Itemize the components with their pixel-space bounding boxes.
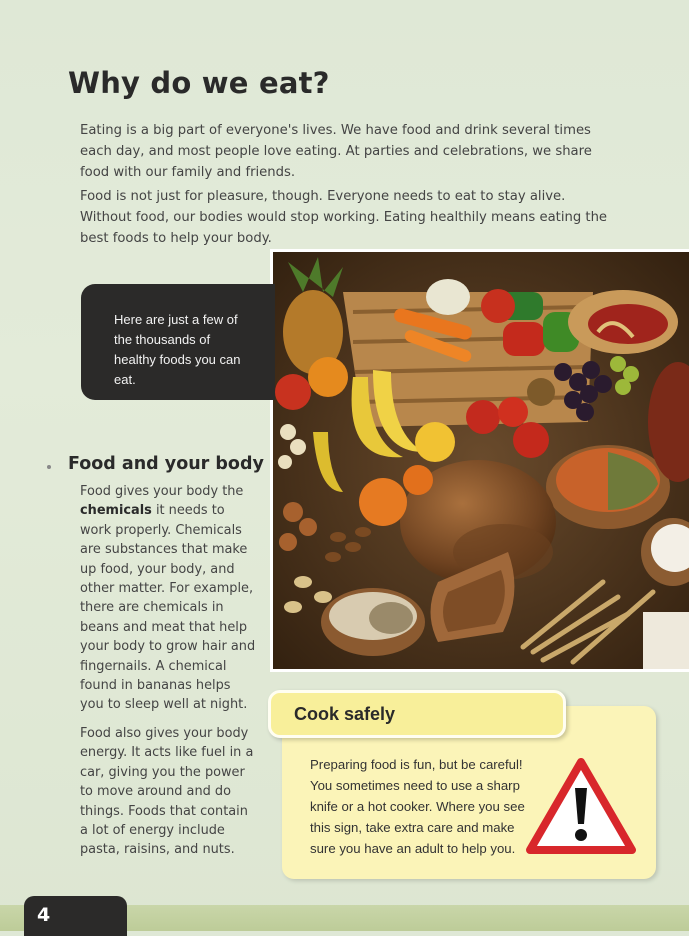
- warning-triangle-icon: [526, 758, 636, 856]
- food-photo-image: [273, 252, 689, 669]
- healthy-foods-photo: [270, 249, 689, 672]
- photo-caption-box: [81, 284, 275, 400]
- section-heading: Food and your body: [68, 454, 264, 474]
- page-title: Why do we eat?: [68, 66, 330, 100]
- page-number-tab: [24, 896, 127, 936]
- safety-heading-tab: [268, 690, 566, 738]
- bullet-dot: [47, 465, 51, 469]
- body-p1-text-end: it needs to work properly. Chemicals are substances that make up food, your body, and other matter. For example, there are chemicals in beans and meat that help your body to grow hair and fingernails. A chemical found in bananas helps you to sleep well at night.: [80, 503, 256, 713]
- body-p1-text-start: Food gives your body the: [80, 484, 244, 499]
- food-illustration: [273, 252, 689, 669]
- keyword-chemicals: chemicals: [80, 503, 152, 519]
- body-paragraph-1: [80, 482, 258, 715]
- safety-heading: Cook safely: [294, 704, 396, 724]
- body-paragraph-2: Food also gives your body energy. It acts like fuel in a car, giving you the power to move around and do things. Foods that contain a lot of energy include pasta, raisins, and nuts.: [80, 726, 254, 858]
- intro-paragraph-1: Eating is a big part of everyone's lives. We have food and drink several times each day, and most people love eating. At parties and celebrations, we share food with our family and friends.: [80, 123, 592, 180]
- intro-paragraph-2: Food is not just for pleasure, though. Everyone needs to eat to stay alive. Without food, our bodies would stop working. Eating healthily means eating the best foods to help your body.: [80, 189, 608, 246]
- safety-text: Preparing food is fun, but be careful! You sometimes need to use a sharp knife or a hot cooker. Where you see this sign, take extra care and make sure you have an adult to help you.: [310, 757, 525, 856]
- page-number: 4: [37, 904, 51, 926]
- photo-caption: Here are just a few of the thousands of healthy foods you can eat.: [114, 312, 241, 387]
